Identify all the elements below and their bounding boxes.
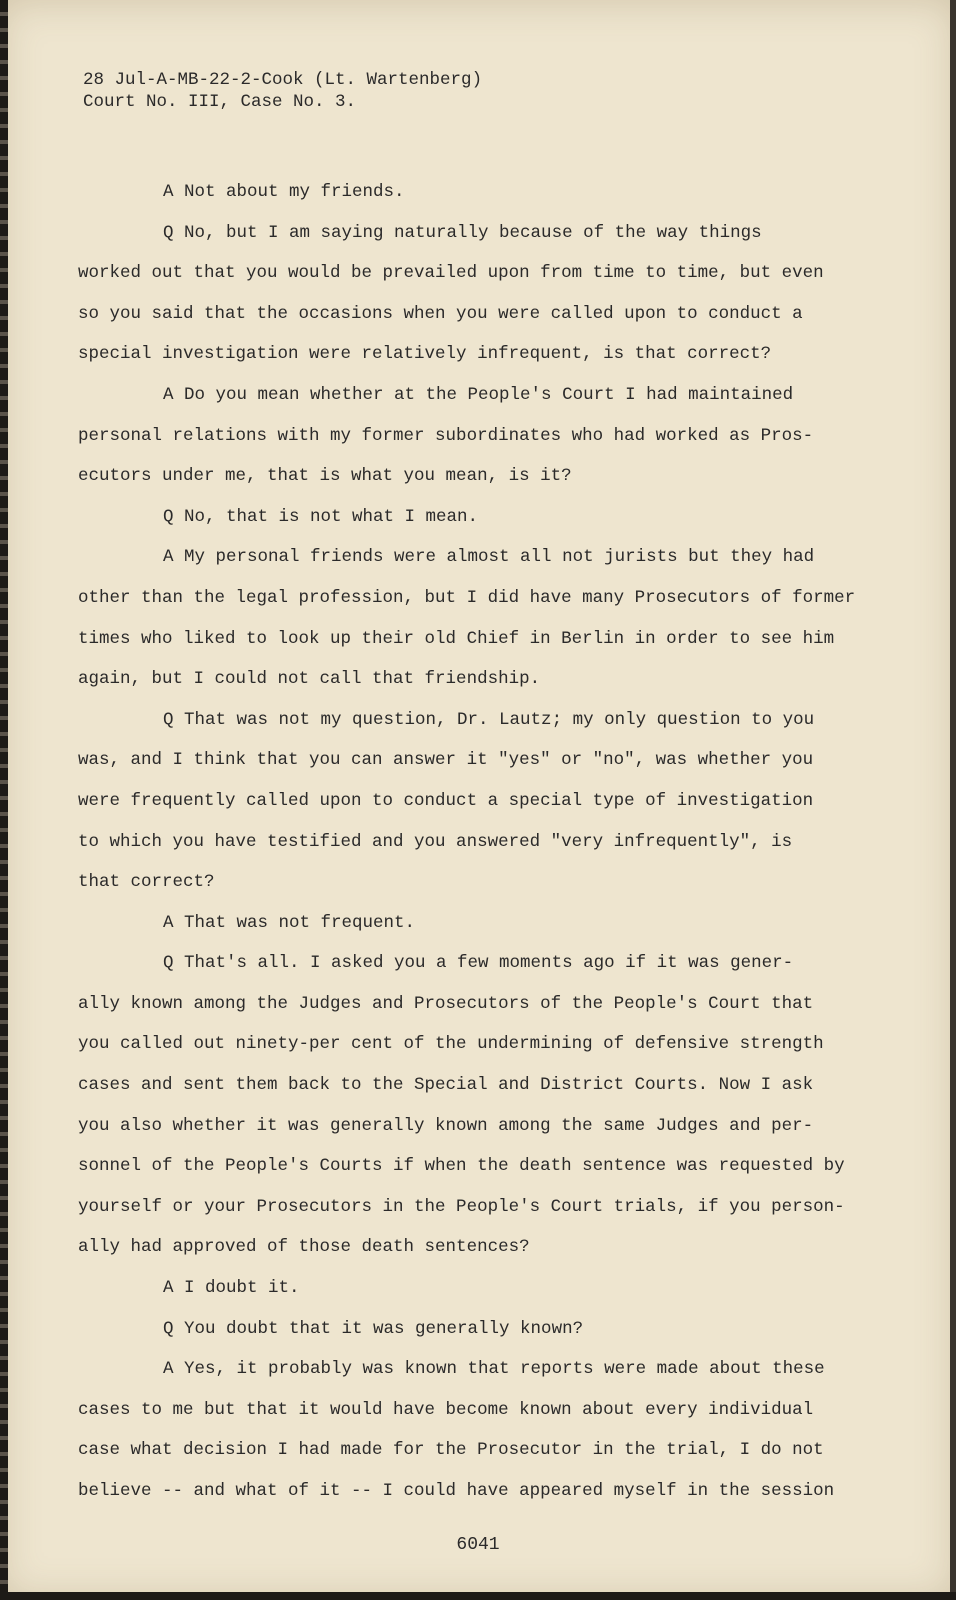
- transcript-line: ally known among the Judges and Prosecutors of the People's Court that: [78, 993, 814, 1014]
- transcript-paragraph: [78, 213, 858, 375]
- transcript-paragraph: [78, 943, 858, 1268]
- transcript-paragraph: [78, 537, 858, 699]
- transcript-line: believe -- and what of it -- I could have appeared myself in the session: [78, 1481, 835, 1501]
- document-header: [83, 69, 482, 113]
- binding-edge: [0, 0, 8, 1600]
- transcript-paragraph: [78, 1268, 858, 1309]
- transcript-paragraph: [78, 700, 858, 903]
- transcript-line: Q No, that is not what I mean.: [163, 506, 479, 527]
- transcript-line: again, but I could not call that friendship.: [78, 669, 541, 690]
- transcript-line: ecutors under me, that is what you mean, is it?: [78, 466, 572, 487]
- transcript-line: that correct?: [78, 872, 215, 893]
- transcript-line: were frequently called upon to conduct a special type of investigation: [78, 790, 814, 811]
- right-edge: [950, 0, 956, 1600]
- transcript-line: sonnel of the People's Courts if when the death sentence was requested by: [78, 1156, 845, 1177]
- transcript-line: other than the legal profession, but I did have many Prosecutors of former: [78, 587, 856, 608]
- transcript-paragraph: [78, 1309, 858, 1350]
- transcript-line: personal relations with my former subordinates who had worked as Pros-: [78, 425, 814, 446]
- transcript-line: Q That was not my question, Dr. Lautz; my only question to you: [163, 709, 815, 730]
- transcript-line: yourself or your Prosecutors in the People's Court trials, if you person-: [78, 1196, 845, 1217]
- transcript-line: cases and sent them back to the Special and District Courts. Now I ask: [78, 1075, 814, 1096]
- transcript-line: Q That's all. I asked you a few moments ago if it was gener-: [163, 953, 794, 974]
- transcript-line: you also whether it was generally known among the same Judges and per-: [78, 1115, 814, 1136]
- transcript-line: special investigation were relatively infrequent, is that correct?: [78, 344, 772, 365]
- transcript-line: to which you have testified and you answered "very infrequently", is: [78, 831, 793, 852]
- header-line-1: 28 Jul-A-MB-22-2-Cook (Lt. Wartenberg): [83, 70, 483, 90]
- transcript-line: you called out ninety-per cent of the undermining of defensive strength: [78, 1034, 824, 1055]
- transcript-line: A Not about my friends.: [163, 182, 405, 202]
- transcript-line: worked out that you would be prevailed upon from time to time, but even: [78, 263, 824, 284]
- transcript-paragraph: [78, 375, 858, 497]
- header-line-2: Court No. III, Case No. 3.: [83, 92, 357, 112]
- transcript-line: A Yes, it probably was known that reports were made about these: [163, 1359, 825, 1380]
- transcript-paragraph: [78, 497, 858, 538]
- transcript-line: case what decision I had made for the Prosecutor in the trial, I do not: [78, 1440, 824, 1461]
- transcript-line: so you said that the occasions when you were called upon to conduct a: [78, 303, 803, 324]
- transcript-line: A I doubt it.: [163, 1278, 300, 1299]
- transcript-paragraph: [78, 903, 858, 944]
- transcript-line: cases to me but that it would have become known about every individual: [78, 1399, 814, 1420]
- transcript-paragraph: [78, 172, 858, 213]
- transcript-paragraph: [78, 1349, 858, 1511]
- bottom-edge: [0, 1592, 956, 1600]
- transcript-line: A Do you mean whether at the People's Court I had maintained: [163, 384, 794, 405]
- transcript-line: Q You doubt that it was generally known?: [163, 1318, 584, 1339]
- transcript-line: times who liked to look up their old Chief in Berlin in order to see him: [78, 628, 835, 649]
- transcript-line: was, and I think that you can answer it "yes" or "no", was whether you: [78, 750, 814, 771]
- transcript-body: [78, 172, 858, 1512]
- transcript-line: A My personal friends were almost all not jurists but they had: [163, 547, 815, 568]
- transcript-line: ally had approved of those death sentences?: [78, 1237, 530, 1258]
- page-number: 6041: [456, 1535, 500, 1555]
- transcript-line: A That was not frequent.: [163, 912, 416, 933]
- transcript-line: Q No, but I am saying naturally because of the way things: [163, 222, 762, 243]
